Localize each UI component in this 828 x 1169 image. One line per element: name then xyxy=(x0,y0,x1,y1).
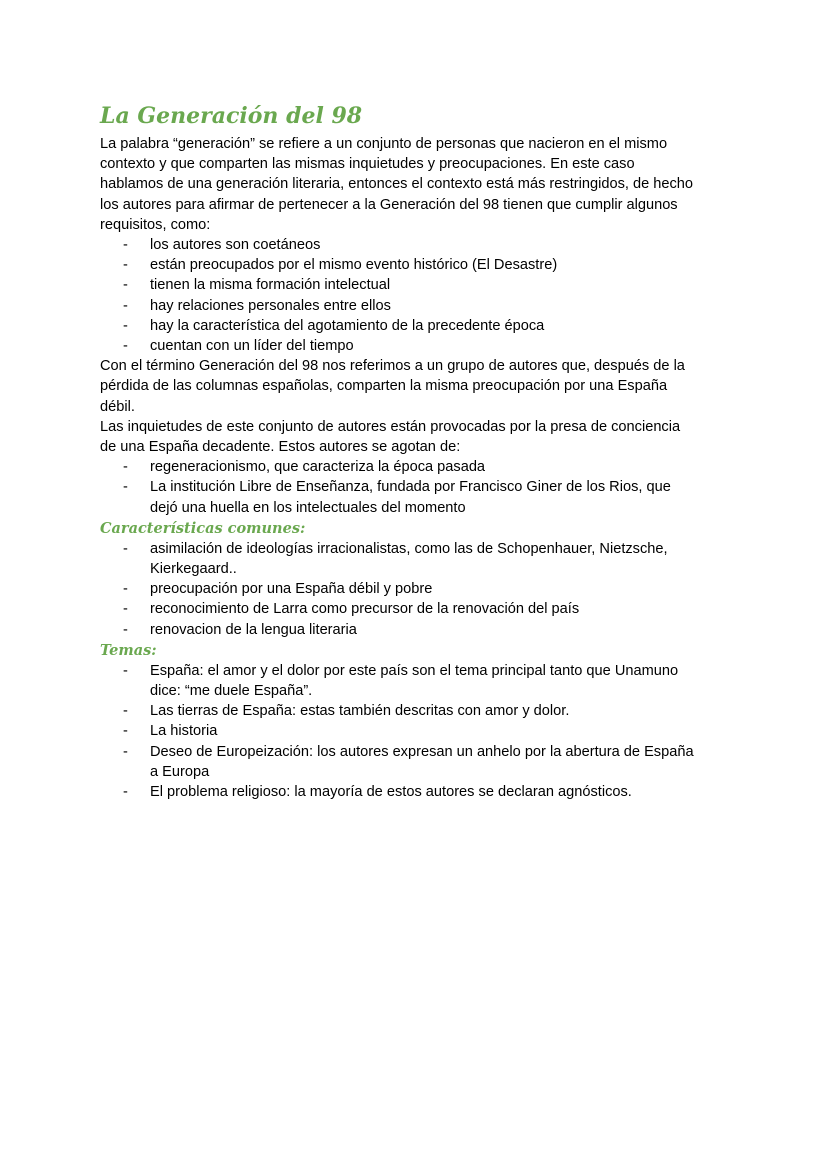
list-item xyxy=(123,782,728,802)
list-item-text: asimilación de ideologías irracionalistas, como las de Schopenhauer, Nietzsche, xyxy=(150,540,668,557)
list-item-text: hay la característica del agotamiento de la precedente época xyxy=(150,317,545,334)
intro-line: los autores para afirmar de pertenecer a la Generación del 98 tienen que cumplir algunos xyxy=(100,196,678,213)
dash-bullet: - xyxy=(123,317,128,334)
list-item-text: El problema religioso: la mayoría de estos autores se declaran agnósticos. xyxy=(150,784,632,801)
list-item-text: están preocupados por el mismo evento histórico (El Desastre) xyxy=(150,257,558,274)
agotan-list xyxy=(100,457,728,518)
list-item-text: hay relaciones personales entre ellos xyxy=(150,297,391,314)
list-item xyxy=(123,701,728,721)
list-item-text: reconocimiento de Larra como precursor de la renovación del país xyxy=(150,601,580,618)
dash-bullet: - xyxy=(123,723,128,740)
dash-bullet: - xyxy=(123,540,128,557)
list-item-text: a Europa xyxy=(150,763,210,780)
list-item-text: Deseo de Europeización: los autores expresan un anhelo por la abertura de España xyxy=(150,743,694,760)
intro-line: contexto y que comparten las mismas inquietudes y preocupaciones. En este caso xyxy=(100,156,635,173)
list-item xyxy=(123,620,728,640)
list-item-text: tienen la misma formación intelectual xyxy=(150,277,391,294)
list-item xyxy=(123,599,728,619)
dash-bullet: - xyxy=(123,784,128,801)
list-item xyxy=(123,275,728,295)
list-item xyxy=(123,457,728,477)
caracteristicas-list xyxy=(100,539,728,640)
document-page xyxy=(100,98,728,802)
caracteristicas-heading: Características comunes: xyxy=(100,519,306,537)
list-item-text: España: el amor y el dolor por este país son el tema principal tanto que Unamuno xyxy=(150,662,679,679)
list-item xyxy=(123,477,728,517)
list-item xyxy=(123,336,728,356)
list-item-text: Kierkegaard.. xyxy=(150,561,237,578)
list-item xyxy=(123,255,728,275)
paragraph-line: Con el término Generación del 98 nos referimos a un grupo de autores que, después de la xyxy=(100,358,685,375)
list-item xyxy=(123,742,728,782)
list-item-text: preocupación por una España débil y pobre xyxy=(150,581,433,598)
dash-bullet: - xyxy=(123,237,128,254)
dash-bullet: - xyxy=(123,621,128,638)
temas-heading: Temas: xyxy=(100,641,157,659)
dash-bullet: - xyxy=(123,277,128,294)
list-item-text: dice: “me duele España”. xyxy=(150,683,313,700)
intro-line: requisitos, como: xyxy=(100,216,211,233)
list-item xyxy=(123,235,728,255)
intro-line: La palabra “generación” se refiere a un conjunto de personas que nacieron en el mismo xyxy=(100,136,668,152)
dash-bullet: - xyxy=(123,662,128,679)
dash-bullet: - xyxy=(123,459,128,476)
list-item-text: regeneracionismo, que caracteriza la época pasada xyxy=(150,459,486,476)
list-item-text: los autores son coetáneos xyxy=(150,237,321,254)
list-item-text: La historia xyxy=(150,723,218,740)
dash-bullet: - xyxy=(123,601,128,618)
list-item-text: La institución Libre de Enseñanza, fundada por Francisco Giner de los Rios, que xyxy=(150,479,671,496)
dash-bullet: - xyxy=(123,743,128,760)
paragraph-line: pérdida de las columnas españolas, comparten la misma preocupación por una España xyxy=(100,378,668,395)
dash-bullet: - xyxy=(123,581,128,598)
definicion-paragraph xyxy=(100,356,728,457)
list-item xyxy=(123,661,728,701)
list-item xyxy=(123,579,728,599)
paragraph-line: Las inquietudes de este conjunto de autores están provocadas por la presa de conciencia xyxy=(100,418,681,435)
intro-paragraph xyxy=(100,134,728,235)
list-item-text: Las tierras de España: estas también descritas con amor y dolor. xyxy=(150,703,570,720)
dash-bullet: - xyxy=(123,297,128,314)
list-item-text: dejó una huella en los intelectuales del momento xyxy=(150,499,466,516)
dash-bullet: - xyxy=(123,479,128,496)
dash-bullet: - xyxy=(123,703,128,720)
dash-bullet: - xyxy=(123,257,128,274)
list-item-text: renovacion de la lengua literaria xyxy=(150,621,357,638)
intro-line: hablamos de una generación literaria, entonces el contexto está más restringidos, de hecho xyxy=(100,176,694,193)
dash-bullet: - xyxy=(123,338,128,355)
list-item xyxy=(123,539,728,579)
paragraph-line: débil. xyxy=(100,398,135,415)
document-title: La Generación del 98 xyxy=(100,103,363,129)
list-item xyxy=(123,721,728,741)
list-item xyxy=(123,316,728,336)
list-item-text: cuentan con un líder del tiempo xyxy=(150,338,354,355)
paragraph-line: de una España decadente. Estos autores se agotan de: xyxy=(100,439,461,456)
requisitos-list xyxy=(100,235,728,356)
temas-list xyxy=(100,661,728,802)
list-item xyxy=(123,296,728,316)
